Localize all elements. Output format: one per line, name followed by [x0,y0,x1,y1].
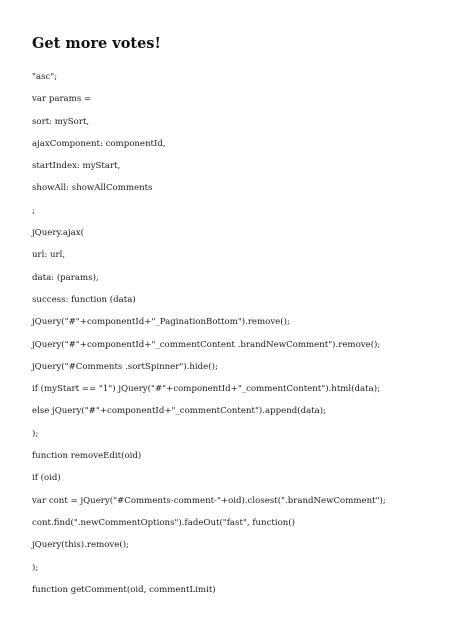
code-line: jQuery.ajax( [32,228,84,239]
code-line: url: url, [32,250,66,261]
code-line: success: function (data) [32,294,136,305]
code-lines [32,71,386,606]
code-line: showAll: showAllComments [32,183,153,194]
code-line: ); [32,428,39,439]
code-line: else jQuery("#"+componentId+"_commentContent").append(data); [32,406,327,417]
code-line: jQuery("#"+componentId+"_PaginationBottom").remove(); [32,317,290,328]
page-title: Get more votes! [32,35,161,52]
code-line: var cont = jQuery("#Comments-comment-"+oid).closest(".brandNewComment"); [32,495,386,506]
code-line: if (myStart == "1") jQuery("#"+componentId+"_commentContent").html(data); [32,384,380,395]
code-line: jQuery(this).remove(); [32,540,129,551]
code-line: cont.find(".newCommentOptions").fadeOut("fast", function() [32,517,296,528]
code-line: ); [32,562,39,573]
code-line: ; [32,205,35,216]
code-line: var params = [32,94,92,105]
code-line: jQuery("#"+componentId+"_commentContent .brandNewComment").remove(); [32,339,381,350]
code-line: data: (params), [32,272,99,283]
code-line: function removeEdit(oid) [32,451,142,462]
code-line: sort: mySort, [32,116,90,127]
code-line: "asc"; [32,72,58,82]
code-line: startIndex: myStart, [32,161,121,172]
code-line: ajaxComponent: componentId, [32,138,166,149]
code-line: jQuery("#Comments .sortSpinner").hide(); [32,361,218,372]
code-line: function getComment(oid, commentLimit) [32,584,216,595]
code-line: if (oid) [32,473,61,484]
